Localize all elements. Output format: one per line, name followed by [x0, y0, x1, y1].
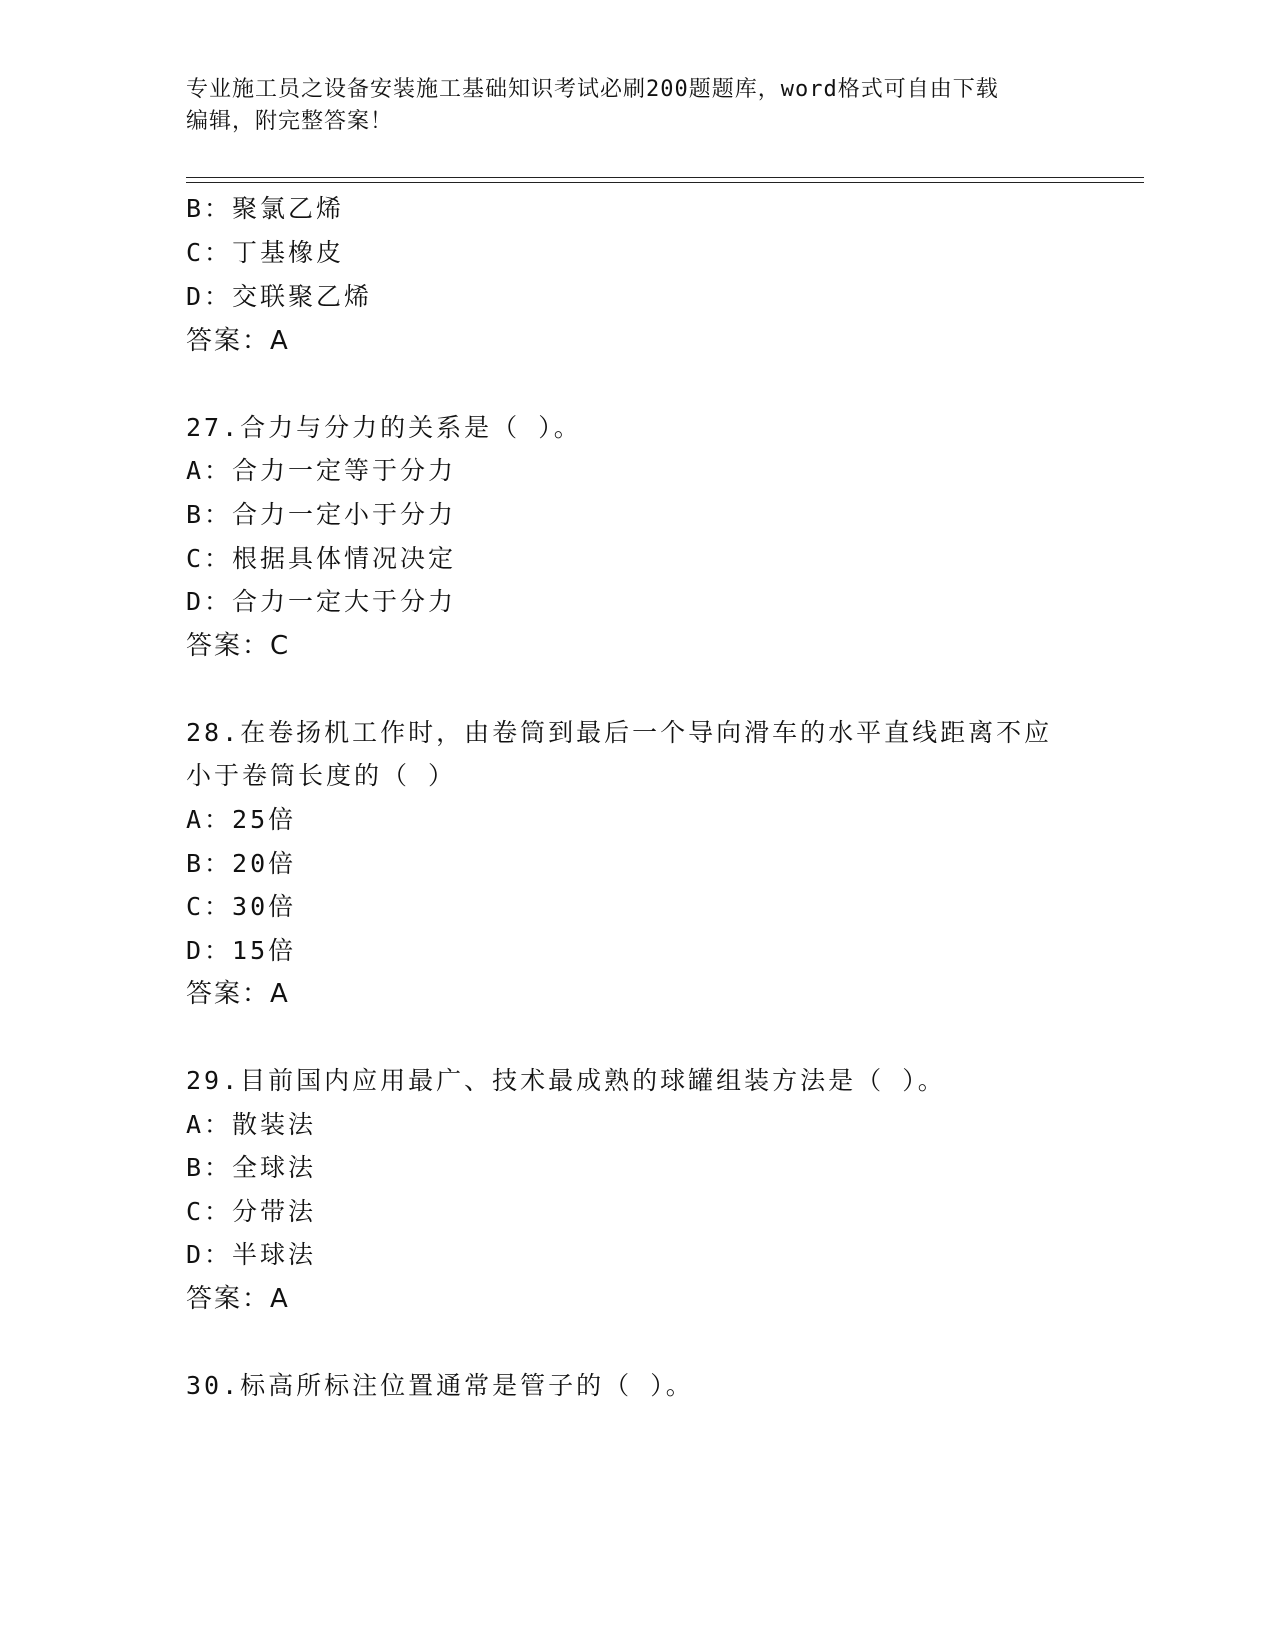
q28-option-d: D：15倍: [186, 936, 297, 965]
q28-question-line-2: 小于卷筒长度的（ ）: [186, 761, 457, 790]
q29-question: 29.目前国内应用最广、技术最成熟的球罐组装方法是（ ）。: [186, 1066, 946, 1095]
q28-option-c: C：30倍: [186, 892, 297, 921]
q27-option-b: B：合力一定小于分力: [186, 500, 457, 529]
q27-option-d: D：合力一定大于分力: [186, 587, 457, 616]
q26-option-b: B：聚氯乙烯: [186, 194, 345, 223]
q28-question-line-1: 28.在卷扬机工作时，由卷筒到最后一个导向滑车的水平直线距离不应: [186, 718, 1053, 747]
q28-answer: 答案：A: [186, 979, 290, 1009]
q26-answer: 答案：A: [186, 326, 290, 356]
q29-option-a: A：散装法: [186, 1110, 317, 1139]
header-divider-top: [186, 177, 1144, 178]
q27-option-c: C：根据具体情况决定: [186, 544, 457, 573]
q26-option-d: D：交联聚乙烯: [186, 282, 373, 311]
q27-question: 27.合力与分力的关系是（ ）。: [186, 413, 582, 442]
q29-option-d: D：半球法: [186, 1240, 317, 1269]
q28-option-a: A：25倍: [186, 805, 297, 834]
q29-answer: 答案：A: [186, 1284, 290, 1314]
q28-option-b: B：20倍: [186, 849, 297, 878]
document-header: [186, 74, 1086, 138]
header-divider-bottom: [186, 182, 1144, 183]
q27-option-a: A：合力一定等于分力: [186, 456, 457, 485]
q29-option-c: C：分带法: [186, 1197, 317, 1226]
header-title-line-2: 编辑，附完整答案！: [186, 109, 394, 134]
header-title-line-1: 专业施工员之设备安装施工基础知识考试必刷200题题库，word格式可自由下载: [186, 77, 999, 102]
q29-option-b: B：全球法: [186, 1153, 317, 1182]
q26-option-c: C：丁基橡皮: [186, 238, 345, 267]
q27-answer: 答案：C: [186, 631, 291, 661]
q30-question: 30.标高所标注位置通常是管子的（ ）。: [186, 1371, 694, 1400]
